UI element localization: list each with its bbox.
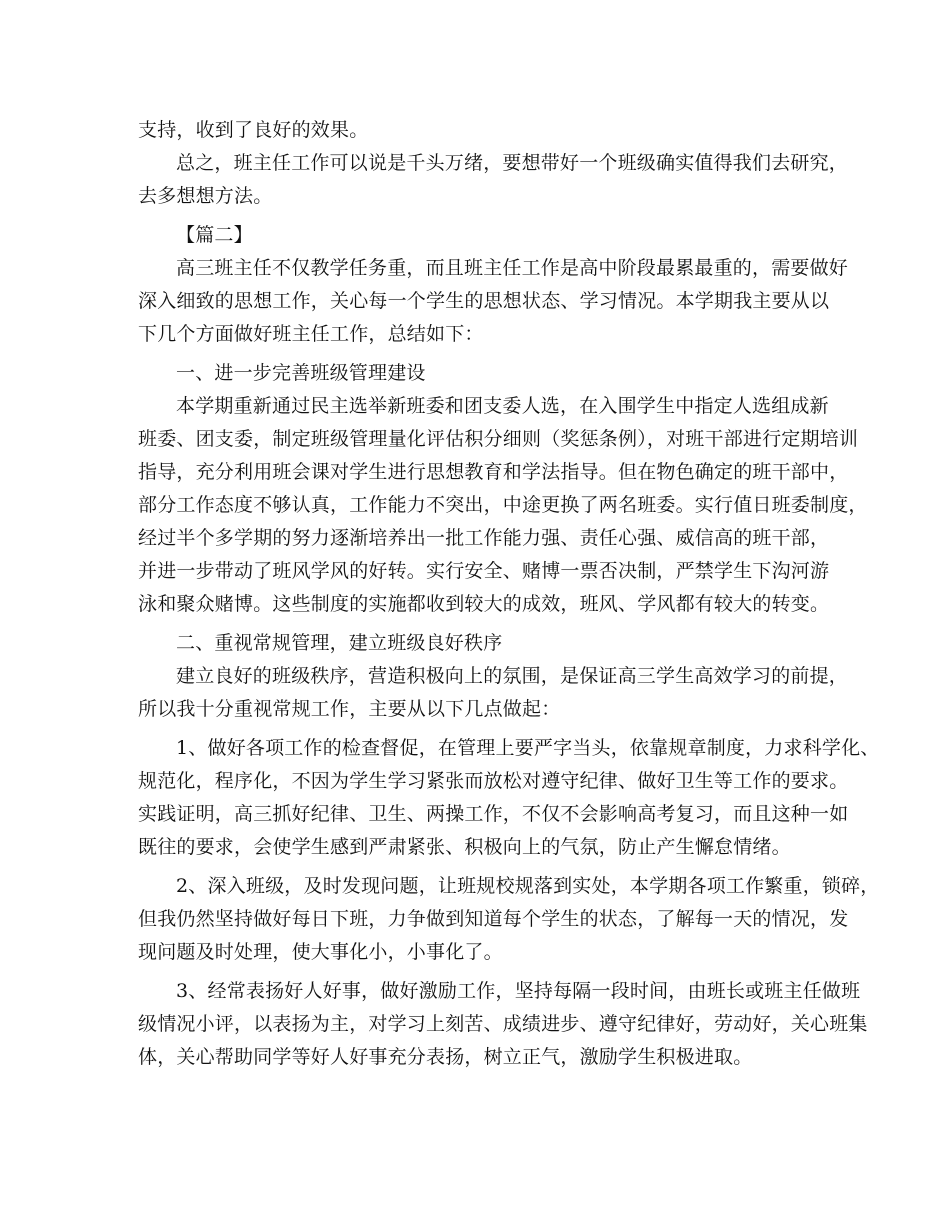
text-line: 深入细致的思想工作，关心每一个学生的思想状态、学习情况。本学期我主要从以 [138, 290, 830, 312]
text-line: 泳和聚众赌博。这些制度的实施都收到较大的成效，班风、学风都有较大的转变。 [138, 593, 830, 615]
text-line: 高三班主任不仅教学任务重，而且班主任工作是高中阶段最累最重的，需要做好 [176, 257, 849, 279]
text-line: 既往的要求，会使学生感到严肃紧张、积极向上的气氛，防止产生懈怠情绪。 [138, 836, 791, 858]
text-line: 班委、团支委，制定班级管理量化评估积分细则（奖惩条例），对班干部进行定期培训 [138, 428, 859, 450]
text-line: 支持，收到了良好的效果。 [138, 119, 369, 141]
text-line: 总之，班主任工作可以说是千头万绪，要想带好一个班级确实值得我们去研究， [176, 152, 849, 174]
text-line: 经过半个多学期的努力逐渐培养出一批工作能力强、责任心强、威信高的班干部， [138, 527, 830, 549]
text-line: 本学期重新通过民主选举新班委和团支委人选，在入围学生中指定人选组成新 [176, 395, 829, 417]
text-line: 规范化，程序化，不因为学生学习紧张而放松对遵守纪律、做好卫生等工作的要求。 [138, 770, 849, 792]
subsection-heading: 一、进一步完善班级管理建设 [176, 362, 426, 384]
subsection-heading: 二、重视常规管理，建立班级良好秩序 [176, 632, 503, 654]
text-line: 级情况小评，以表扬为主，对学习上刻苦、成绩进步、遵守纪律好，劳动好，关心班集 [138, 1013, 868, 1035]
text-line: 实践证明，高三抓好纪律、卫生、两操工作，不仅不会影响高考复习，而且这种一如 [138, 803, 849, 825]
text-line: 1、做好各项工作的检查督促，在管理上要严字当头，依靠规章制度，力求科学化、 [176, 737, 880, 759]
text-line: 并进一步带动了班风学风的好转。实行安全、赌博一票否决制，严禁学生下沟河游 [138, 560, 830, 582]
section-heading: 【篇二】 [176, 224, 253, 246]
text-line: 3、经常表扬好人好事，做好激励工作，坚持每隔一段时间，由班长或班主任做班 [176, 980, 861, 1002]
text-line: 2、深入班级，及时发现问题，让班规校规落到实处，本学期各项工作繁重，锁碎， [176, 875, 880, 897]
text-line: 部分工作态度不够认真，工作能力不突出，中途更换了两名班委。实行值日班委制度， [138, 494, 868, 516]
text-line: 现问题及时处理，使大事化小，小事化了。 [138, 941, 503, 963]
text-line: 所以我十分重视常规工作，主要从以下几点做起： [138, 698, 561, 720]
text-line: 下几个方面做好班主任工作，总结如下： [138, 323, 484, 345]
text-line: 体，关心帮助同学等好人好事充分表扬，树立正气，激励学生积极进取。 [138, 1046, 753, 1068]
text-line: 指导，充分利用班会课对学生进行思想教育和学法指导。但在物色确定的班干部中， [138, 461, 849, 483]
text-line: 但我仍然坚持做好每日下班，力争做到知道每个学生的状态，了解每一天的情况，发 [138, 908, 849, 930]
text-line: 去多想想方法。 [138, 185, 273, 207]
text-line: 建立良好的班级秩序，营造积极向上的氛围，是保证高三学生高效学习的前提， [176, 665, 849, 687]
